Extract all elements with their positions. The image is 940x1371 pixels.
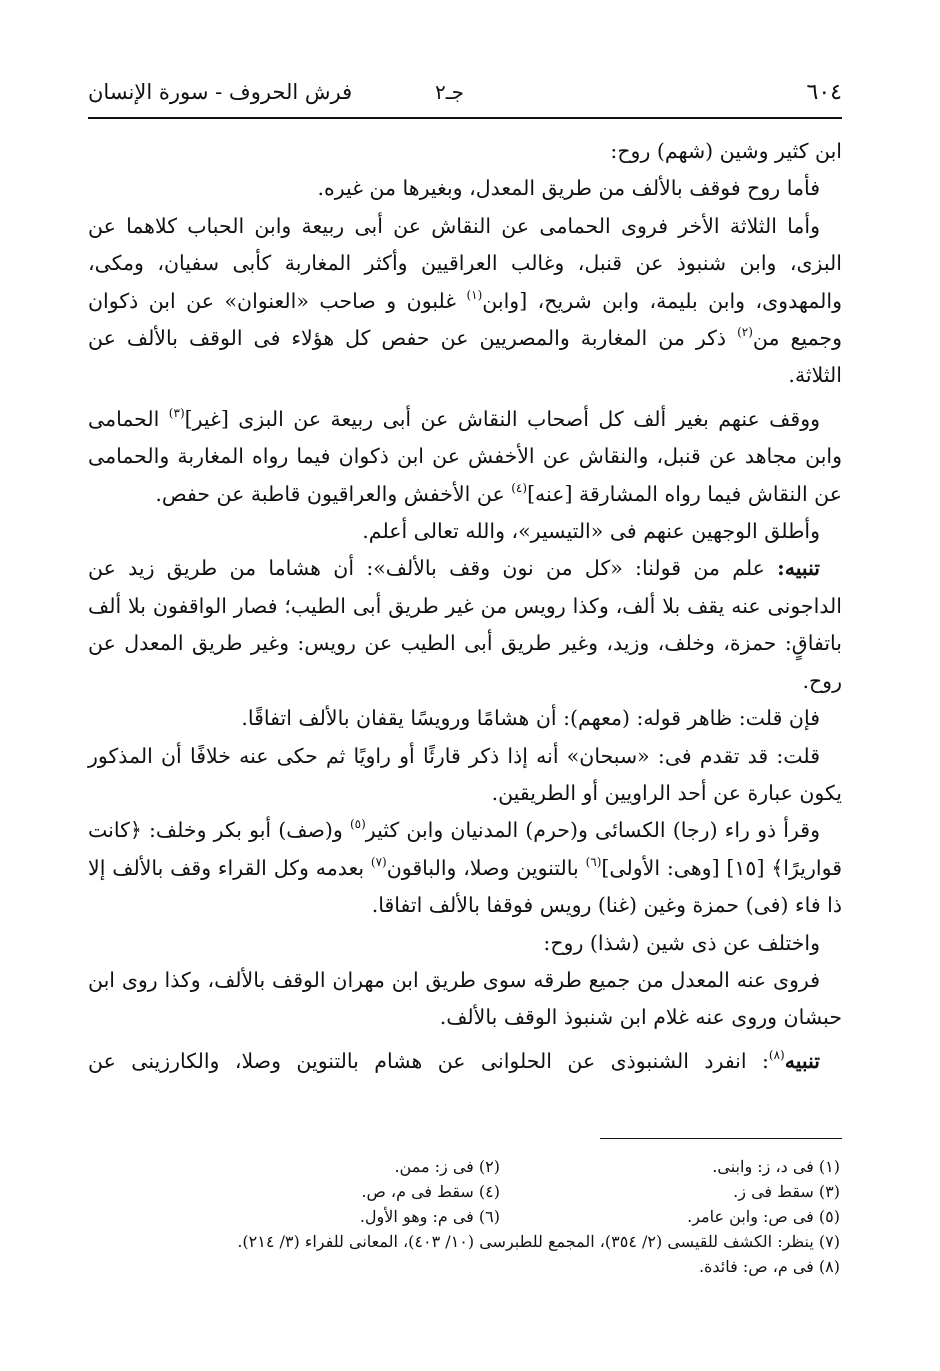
paragraph: فأما روح فوقف بالألف من طريق المعدل، وبغيرها من غيره. bbox=[317, 176, 820, 201]
footnote-row bbox=[110, 1179, 840, 1204]
footnote-row bbox=[110, 1154, 840, 1179]
footnote: (٦) فى م: وهو الأول. bbox=[359, 1207, 500, 1226]
footnote-marker: (٣) bbox=[168, 405, 185, 420]
footnote-marker: (٢) bbox=[737, 325, 753, 340]
header-rule bbox=[88, 117, 842, 119]
footnote-marker: (٧) bbox=[370, 854, 387, 869]
paragraph: تنبيه$^{(٨)}$: انفرد الشنبوذى عن الحلوانى عن هشام بالتنوين وصلا، والكارزينى عن bbox=[88, 1047, 820, 1073]
footnote: (٣) سقط فى ز. bbox=[733, 1182, 840, 1201]
paragraph: تنبيه: علم من قولنا: «كل من نون وقف بالألف»: أن هشاما من طريق زيد عن الداجونى عنه يقف بلا ألف، وكذا رويس من غير طريق أبى الطيب؛ فصار الواقفون بلا ألف باتفاقٍ: حمزة، وخلف، وزيد، وغير طريق أبى الطيب عن رويس: وغير طريق المعدل عن روح. bbox=[88, 556, 842, 693]
running-title: فرش الحروف - سورة الإنسان bbox=[88, 80, 353, 104]
paragraph: فروى عنه المعدل من جميع طرقه سوى طريق ابن مهران الوقف بالألف، وكذا روى ابن حبشان وروى عنه غلام ابن شنبوذ الوقف بالألف. bbox=[88, 967, 842, 1030]
main-text bbox=[88, 133, 842, 1080]
page-number: ٦٠٤ bbox=[806, 80, 842, 105]
footnote: (٢) فى ز: ممن. bbox=[394, 1157, 500, 1176]
footnote-marker: (٦) bbox=[585, 854, 602, 869]
footnote: (٤) سقط فى م، ص. bbox=[361, 1182, 500, 1201]
footnote: (٨) فى م، ص: فائدة. bbox=[698, 1257, 840, 1276]
footnote: (٥) فى ص: وابن عامر. bbox=[687, 1207, 840, 1226]
footnote: (١) فى د، ز: وابنى. bbox=[712, 1157, 840, 1176]
paragraph: قلت: قد تقدم فى: «سبحان» أنه إذا ذكر قارئًا أو راويًا ثم حكى عنه خلافًا أن المذكور يكون عبارة عن أحد الراويين أو الطريقين. bbox=[88, 743, 842, 805]
footnote: (٧) ينظر: الكشف للقيسى (٢/ ٣٥٤)، المجمع للطبرسى (١٠/ ٤٠٣)، المعانى للفراء (٣/ ٢١٤). bbox=[237, 1232, 840, 1251]
paragraph: ابن كثير وشين (شهم) روح: bbox=[610, 139, 842, 163]
note-label: تنبيه: bbox=[777, 556, 820, 581]
paragraph: وقرأ ذو راء (رجا) الكسائى و(حرم) المدنيان وابن كثير$^{(٥)}$ و(صف) أبو بكر وخلف: ﴿كانت قواريرًا﴾ [١٥] [وهى: الأولى]$^{(٦)}$ بالتنوين وصلا، والباقون$^{(٧)}$ بعدمه وكل القراء وقف بالألف إلا ذا فاء (فى) حمزة وغين (غنا) رويس فوقفا بالألف اتفاقا. bbox=[88, 817, 842, 918]
footnotes bbox=[110, 1154, 840, 1279]
paragraph: ووقف عنهم بغير ألف كل أصحاب النقاش عن أبى ربيعة عن البزى [غير]$^{(٣)}$ الحمامى وابن مجاهد عن قنبل، والنقاش عن الأخفش عن ابن ذكوان فيما رواه المغاربة والحمامى عن النقاش فيما رواه المشارقة [عنه]$^{(٤)}$ عن الأخفش والعراقيون قاطبة عن حفص. bbox=[88, 405, 842, 506]
page-header bbox=[88, 74, 842, 114]
footnote-marker: (١) bbox=[466, 287, 483, 302]
paragraph: وأطلق الوجهين عنهم فى «التيسير»، والله تعالى أعلم. bbox=[362, 519, 820, 544]
footnote-marker: (٥) bbox=[349, 817, 366, 832]
paragraph: وأما الثلاثة الأخر فروى الحمامى عن النقاش عن أبى ربيعة وابن الحباب كلاهما عن البزى، وابن شنبوذ عن قنبل، وغالب العراقيين وأكثر المغاربة كأبى سفيان، ومكى، والمهدوى، وابن بليمة، وابن شريح، [وابن$^{(١)}$ غلبون و صاحب «العنوان» عن ابن ذكوان وجميع من$^{(٢)}$ ذكر من المغاربة والمصريين عن حفص كل هؤلاء فى الوقف بالألف عن الثلاثة. bbox=[88, 213, 843, 388]
note-label: تنبيه bbox=[784, 1048, 820, 1073]
footnote-marker: (٨) bbox=[768, 1047, 785, 1062]
paragraph: فإن قلت: ظاهر قوله: (معهم): أن هشامًا ورويسًا يقفان بالألف اتفاقًا. bbox=[241, 706, 820, 731]
volume-label: جـ٢ bbox=[435, 80, 464, 104]
footnote-marker: (٤) bbox=[511, 480, 528, 495]
paragraph: واختلف عن ذى شين (شذا) روح: bbox=[543, 930, 820, 955]
footnote-row bbox=[110, 1204, 840, 1229]
footnote-rule bbox=[600, 1138, 842, 1139]
